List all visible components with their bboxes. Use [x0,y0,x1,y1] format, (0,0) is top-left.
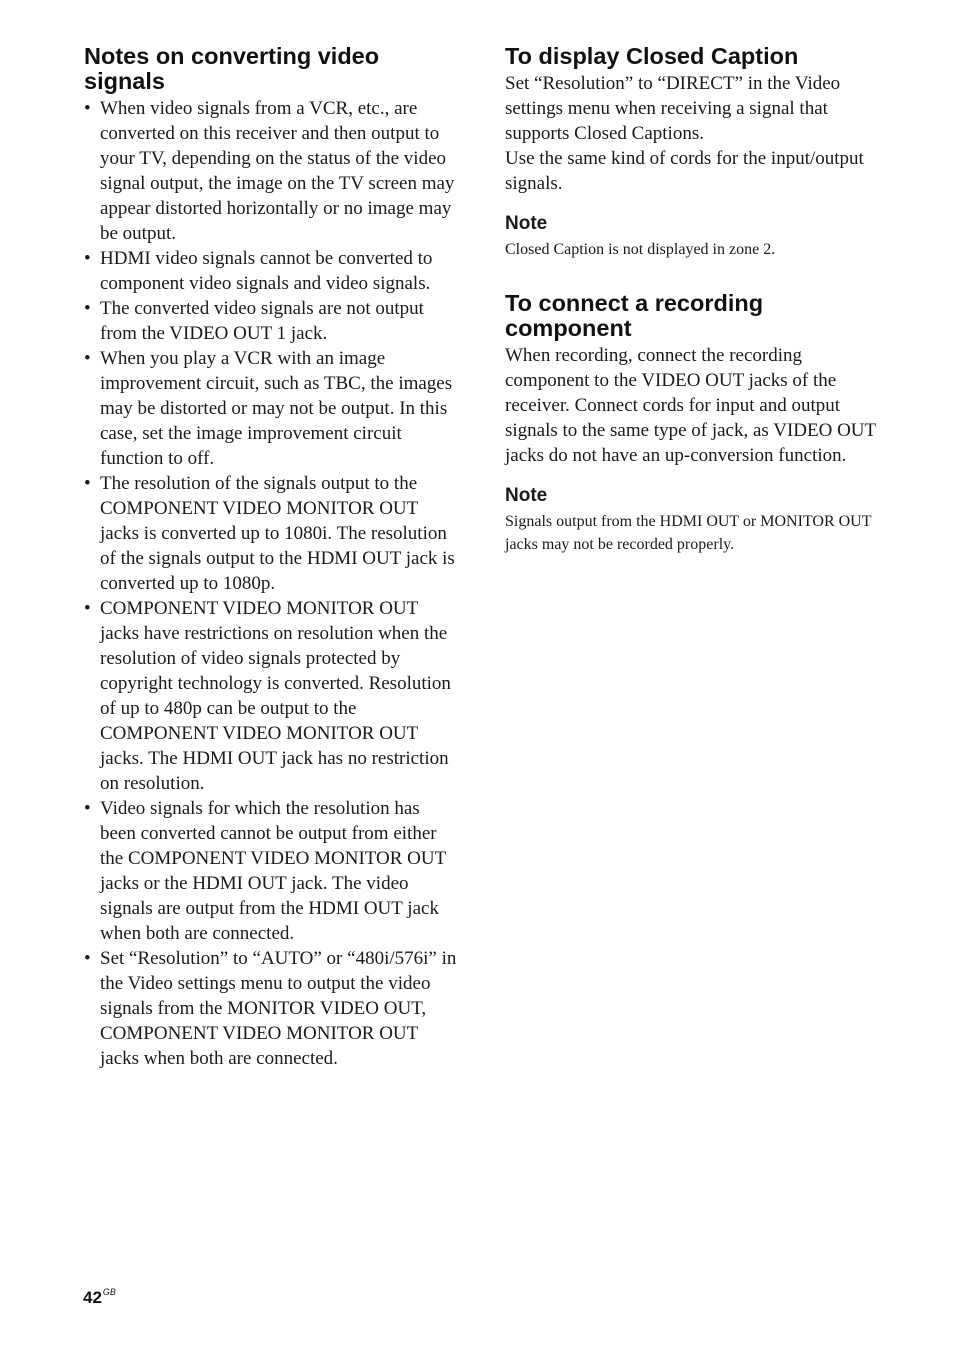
list-item-text: The resolution of the signals output to the COMPONENT VIDEO MONITOR OUT jacks is converted up to 1080i. The resolution of the signals output to the HDMI OUT jack is converted up to 1080p. [100,473,455,594]
list-item-text: HDMI video signals cannot be converted to component video signals and video signals. [100,248,433,294]
bullet-icon: • [84,798,91,819]
bullet-icon: • [84,598,91,619]
converting-notes-list [84,96,460,1071]
bullet-icon: • [84,473,91,494]
list-item [84,96,460,246]
list-item-text: When you play a VCR with an image improvement circuit, such as TBC, the images may be distorted or may not be output. In this case, set the image improvement circuit function to off. [100,348,453,469]
page-number [83,1282,116,1308]
list-item-text: The converted video signals are not output from the VIDEO OUT 1 jack. [100,298,424,344]
section-heading-converting-video: Notes on converting video signals [84,43,380,94]
recording-section [505,291,885,556]
list-item [84,296,460,346]
list-item [84,346,460,471]
bullet-icon: • [84,948,91,969]
note-text: Signals output from the HDMI OUT or MONITOR OUT jacks may not be recorded properly. [505,513,872,553]
page-number-value: 42 [83,1288,102,1307]
bullet-icon: • [84,98,91,119]
list-item [84,596,460,796]
list-item [84,946,460,1071]
section-heading-closed-caption: To display Closed Caption [505,43,799,69]
left-column [84,44,460,1071]
list-item [84,796,460,946]
list-item [84,471,460,596]
section-heading-recording: To connect a recording component [505,290,764,341]
page-number-suffix: GB [102,1287,116,1297]
bullet-icon: • [84,298,91,319]
list-item-text: When video signals from a VCR, etc., are converted on this receiver and then output to your TV, depending on the status of the video signal output, the image on the TV screen may appear distorted horizontally or no image may be output. [100,98,455,244]
list-item-text: Set “Resolution” to “AUTO” or “480i/576i” in the Video settings menu to output the video signals from the MONITOR VIDEO OUT, COMPONENT VIDEO MONITOR OUT jacks when both are connected. [100,948,457,1069]
note-heading: Note [505,213,548,234]
bullet-icon: • [84,248,91,269]
recording-paragraph: When recording, connect the recording component to the VIDEO OUT jacks of the receiver. Connect cords for input and output signals to the same type of jack, as VIDEO OUT jacks do not have an up-conversion function. [505,345,876,466]
closed-caption-cords-paragraph: Use the same kind of cords for the input/output signals. [505,148,864,194]
bullet-icon: • [84,348,91,369]
closed-caption-section [505,44,885,261]
note-text: Closed Caption is not displayed in zone 2. [505,241,776,258]
list-item-text: COMPONENT VIDEO MONITOR OUT jacks have restrictions on resolution when the resolution of video signals protected by copyright technology is converted. Resolution of up to 480p can be output to the COMPONENT VIDEO MONITOR OUT jacks. The HDMI OUT jack has no restriction on resolution. [100,598,451,794]
list-item [84,246,460,296]
closed-caption-paragraph: Set “Resolution” to “DIRECT” in the Video settings menu when receiving a signal that supports Closed Captions. [505,73,841,144]
right-column [505,44,885,556]
list-item-text: Video signals for which the resolution has been converted cannot be output from either the COMPONENT VIDEO MONITOR OUT jacks or the HDMI OUT jack. The video signals are output from the HDMI OUT jack when both are connected. [100,798,446,944]
note-heading: Note [505,485,548,506]
